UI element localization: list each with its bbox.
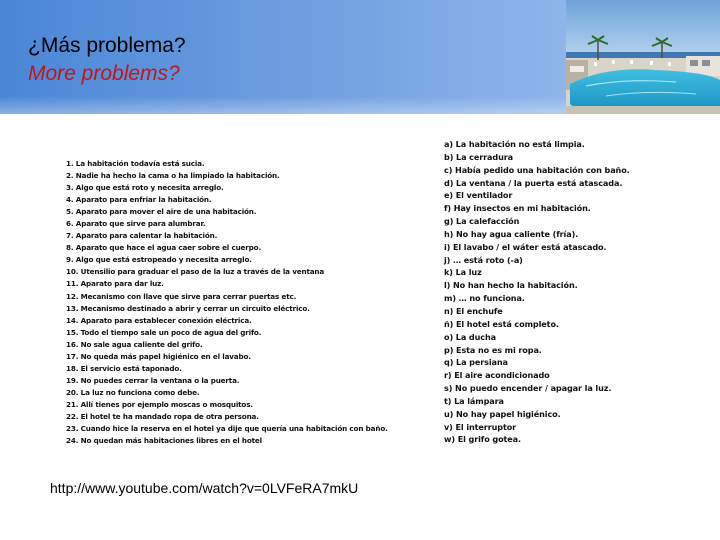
list-item: 2. Nadie ha hecho la cama o ha limpiado la habitación.	[66, 171, 280, 181]
list-item: 24. No quedan más habitaciones libres en el hotel	[66, 436, 262, 446]
slide-title: ¿Más problema?	[28, 34, 186, 57]
list-item: 10. Utensilio para graduar el paso de la luz a través de la ventana	[66, 267, 325, 277]
video-link[interactable]: http://www.youtube.com/watch?v=0LVFeRA7mkU	[50, 480, 359, 496]
list-item: 17. No queda más papel higiénico en el lavabo.	[66, 351, 251, 361]
answers-list	[444, 138, 714, 446]
list-item: l) No han hecho la habitación.	[444, 280, 578, 291]
list-item: 15. Todo el tiempo sale un poco de agua del grifo.	[66, 327, 262, 337]
list-item: u) No hay papel higiénico.	[444, 408, 561, 419]
header-fade	[0, 96, 566, 114]
list-item: v) El interruptor	[444, 421, 517, 432]
list-item: ñ) El hotel está completo.	[444, 318, 559, 329]
list-item: w) El grifo gotea.	[444, 434, 522, 445]
list-item: o) La ducha	[444, 331, 496, 342]
list-item: s) No puedo encender / apagar la luz.	[444, 383, 612, 394]
list-item: b) La cerradura	[444, 151, 513, 162]
list-item: g) La calefacción	[444, 216, 520, 227]
list-item: 14. Aparato para establecer conexión eléctrica.	[66, 315, 252, 325]
list-item: 21. Allí tienes por ejemplo moscas o mosquitos.	[66, 399, 253, 409]
list-item: f) Hay insectos en mi habitación.	[444, 203, 591, 214]
list-item: 12. Mecanismo con llave que sirve para cerrar puertas etc.	[66, 291, 297, 301]
list-item: i) El lavabo / el wáter está atascado.	[444, 241, 607, 252]
list-item: p) Esta no es mi ropa.	[444, 344, 542, 355]
list-item: 16. No sale agua caliente del grifo.	[66, 339, 203, 349]
list-item: e) El ventilador	[444, 190, 513, 201]
list-item: 23. Cuando hice la reserva en el hotel ya dije que quería una habitación con baño.	[66, 424, 388, 434]
list-item: r) El aire acondicionado	[444, 370, 550, 381]
list-item: a) La habitación no está limpia.	[444, 139, 585, 149]
list-item: 6. Aparato que sirve para alumbrar.	[66, 219, 206, 229]
list-item: 9. Algo que está estropeado y necesita arreglo.	[66, 255, 252, 265]
list-item: 5. Aparato para mover el aire de una habitación.	[66, 207, 257, 217]
list-item: h) No hay agua caliente (fría).	[444, 228, 579, 239]
slide-subtitle: More problems?	[28, 62, 180, 85]
list-item: 19. No puedes cerrar la ventana o la puerta.	[66, 375, 240, 385]
list-item: q) La persiana	[444, 357, 508, 368]
list-item: 11. Aparato para dar luz.	[66, 279, 164, 289]
list-item: d) La ventana / la puerta está atascada.	[444, 177, 623, 188]
list-item: 13. Mecanismo destinado a abrir y cerrar un circuito eléctrico.	[66, 303, 310, 313]
list-item: 4. Aparato para enfriar la habitación.	[66, 195, 212, 205]
hotel-pool-image	[566, 0, 720, 114]
list-item: 22. El hotel te ha mandado ropa de otra persona.	[66, 411, 259, 421]
list-item: j) … está roto (-a)	[444, 254, 523, 265]
list-item: c) Había pedido una habitación con baño.	[444, 164, 630, 175]
list-item: 20. La luz no funciona como debe.	[66, 387, 200, 397]
list-item: 1. La habitación todavía está sucia.	[66, 159, 205, 168]
list-item: 8. Aparato que hace el agua caer sobre el cuerpo.	[66, 243, 262, 253]
list-item: t) La lámpara	[444, 395, 504, 406]
list-item: k) La luz	[444, 267, 482, 278]
list-item: 3. Algo que está roto y necesita arreglo.	[66, 183, 224, 193]
list-item: n) El enchufe	[444, 305, 503, 316]
definitions-list	[66, 158, 406, 447]
list-item: 7. Aparato para calentar la habitación.	[66, 231, 218, 241]
list-item: 18. El servicio está taponado.	[66, 363, 182, 373]
list-item: m) … no funciona.	[444, 293, 525, 304]
